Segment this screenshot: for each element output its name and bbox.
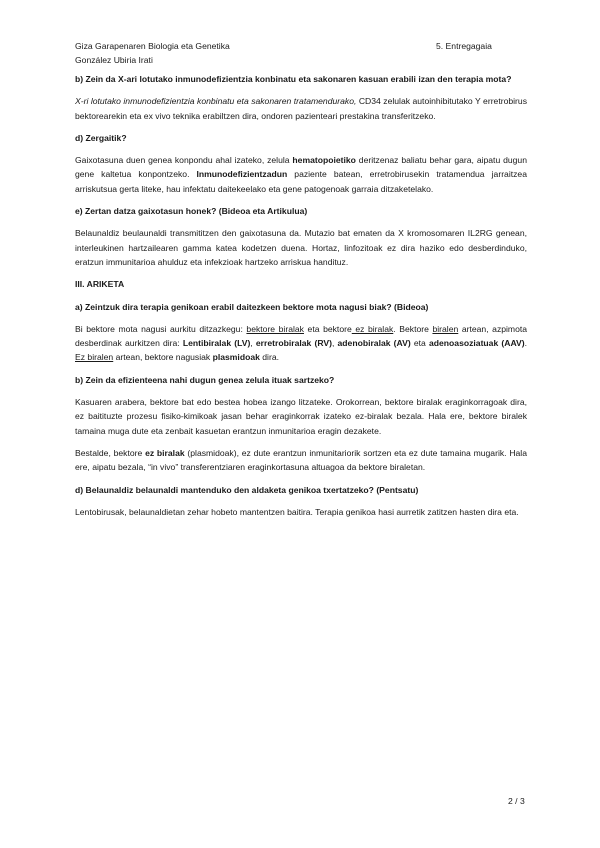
- term-adenobiralak: adenobiralak (AV): [337, 338, 411, 349]
- term-inmunodefizientzadun: Inmunodefizientzadun: [196, 169, 288, 180]
- section-heading: III. ARIKETA: [75, 279, 125, 290]
- question-a-vectors: a) Zeintzuk dira terapia genikoan erabil daitezkeen bektore mota nagusi biak? (Bideoa): [75, 301, 429, 312]
- answer-text: (plasmidoak), ez dute erantzun inmunitariorik sortzen eta ez dute tamaina mugarik. Hala ere, aipatu bezala, “in vivo” transferentziaren eraginkortasuna altuagoa da bektore biraletan.: [75, 447, 527, 473]
- term-plasmidoak: plasmidoak: [212, 352, 260, 363]
- answer-text: Gaixotasuna duen genea konpondu ahal izateko, zelula: [75, 155, 293, 166]
- term-biralen: biralen: [432, 323, 459, 334]
- answer-b-therapy: [75, 94, 527, 123]
- answer-text: artean, bektore nagusiak: [113, 352, 213, 363]
- answer-e-disease: Belaunaldiz beulaunaldi transmititzen den gaixotasuna da. Mutazio bat ematen da X kromosomaren IL2RG genean, interleukinen hartzailearen gamma katea kodetzen duena. Hortaz, linfozitoak ez dira haziko edo desberdinduko, eratzun immunitarioa ahulduz eta infekzioak hartzeko arriskua handituz.: [75, 228, 527, 267]
- term-ez-biralak-bold: ez biralak: [145, 447, 185, 458]
- question-b-therapy: b) Zein da X-ari lotutako inmunodefizientzia konbinatu eta sakonaren kasuan erabili izan den terapia mota?: [75, 74, 512, 84]
- answer-text: ,: [250, 338, 256, 349]
- question-b-efficient: b) Zein da efizienteena nahi dugun genea zelula ituak sartzeko?: [75, 374, 335, 385]
- answer-text: CD34 zelulak autoinhibitutako Y erretrobirus bektorearekin eta ex vivo teknika erabiltzen dira, ondoren pazienteari prestakina transferitzeko.: [75, 96, 527, 121]
- question-e-disease: e) Zertan datza gaixotasun honek? (Bideoa eta Artikulua): [75, 206, 308, 217]
- term-erretrobiralak: erretrobiralak (RV): [255, 338, 332, 349]
- term-lentibiralak: Lentibiralak (LV): [182, 338, 251, 349]
- answer-text: deritzenaz baliatu behar gara, aipatu dugun gene kaltetua konpontzeko.: [75, 155, 527, 180]
- answer-a-vectors: [75, 322, 527, 365]
- question-d-why: d) Zergaitik?: [75, 132, 127, 143]
- answer-text: Bestalde, bektore: [75, 447, 146, 458]
- answer-b-efficient-2: [75, 446, 527, 475]
- answer-italic-lead: X-ri lotutako inmunodefizientzia konbinatu eta sakonaren tratamendurako,: [75, 96, 357, 107]
- answer-b-efficient-1: Kasuaren arabera, bektore bat edo bestea hobea izango litzateke. Orokorrean, bektore biralak eraginkorragoak dira, ez baitituzte prozesu fisiko-kimikoak jasan behar eraginkorrak izateko ez-biralak bezala. Hala ere, bektore biralek tamaina muga dute eta zenbait kasuetan erantzun inmunitarioa eragin dezakete.: [75, 397, 527, 436]
- author-name: González Ubiria Irati: [75, 55, 153, 65]
- answer-text: artean, azpimota desberdinak aurkitzen dira:: [75, 323, 528, 349]
- answer-text: dira.: [259, 352, 279, 363]
- term-ez-biralak: ez biralak: [351, 323, 394, 334]
- term-hematopoietiko: hematopoietiko: [292, 155, 356, 166]
- answer-text: . Bektore: [393, 323, 433, 334]
- assignment-title: 5. Entregagaia: [436, 41, 492, 51]
- term-bektore-biralak: bektore biralak: [246, 323, 304, 334]
- term-adenoasoziatuak: adenoasoziatuak (AAV): [428, 338, 525, 349]
- page-number: 2 / 3: [508, 796, 525, 806]
- answer-text: .: [524, 338, 528, 349]
- question-d-heritable: d) Belaunaldiz belaunaldi mantenduko den aldaketa genikoa txertatzeko? (Pentsatu): [75, 484, 419, 495]
- term-ez-biralen: Ez biralen: [75, 352, 114, 363]
- answer-text: paziente batean, erretrobirusekin tratamendua jarraitzea arriskutsua gerta liteke, hau infektatu daitekeelako eta gene patogenoak garraia ditzaketelako.: [75, 169, 527, 194]
- answer-text: eta: [410, 338, 429, 349]
- answer-text: eta bektore: [303, 323, 352, 334]
- page-header-left: [75, 39, 230, 67]
- answer-text: Bi bektore mota nagusi aurkitu ditzazkegu:: [75, 323, 247, 334]
- answer-text: ,: [331, 338, 338, 349]
- document-body: [75, 72, 527, 527]
- answer-d-why: [75, 153, 527, 196]
- answer-d-heritable: Lentobirusak, belaunaldietan zehar hobeto mantentzen baitira. Terapia genikoa hasi aurretik zatitzen hasten dira eta.: [75, 506, 519, 517]
- course-title: Giza Garapenaren Biologia eta Genetika: [75, 41, 230, 51]
